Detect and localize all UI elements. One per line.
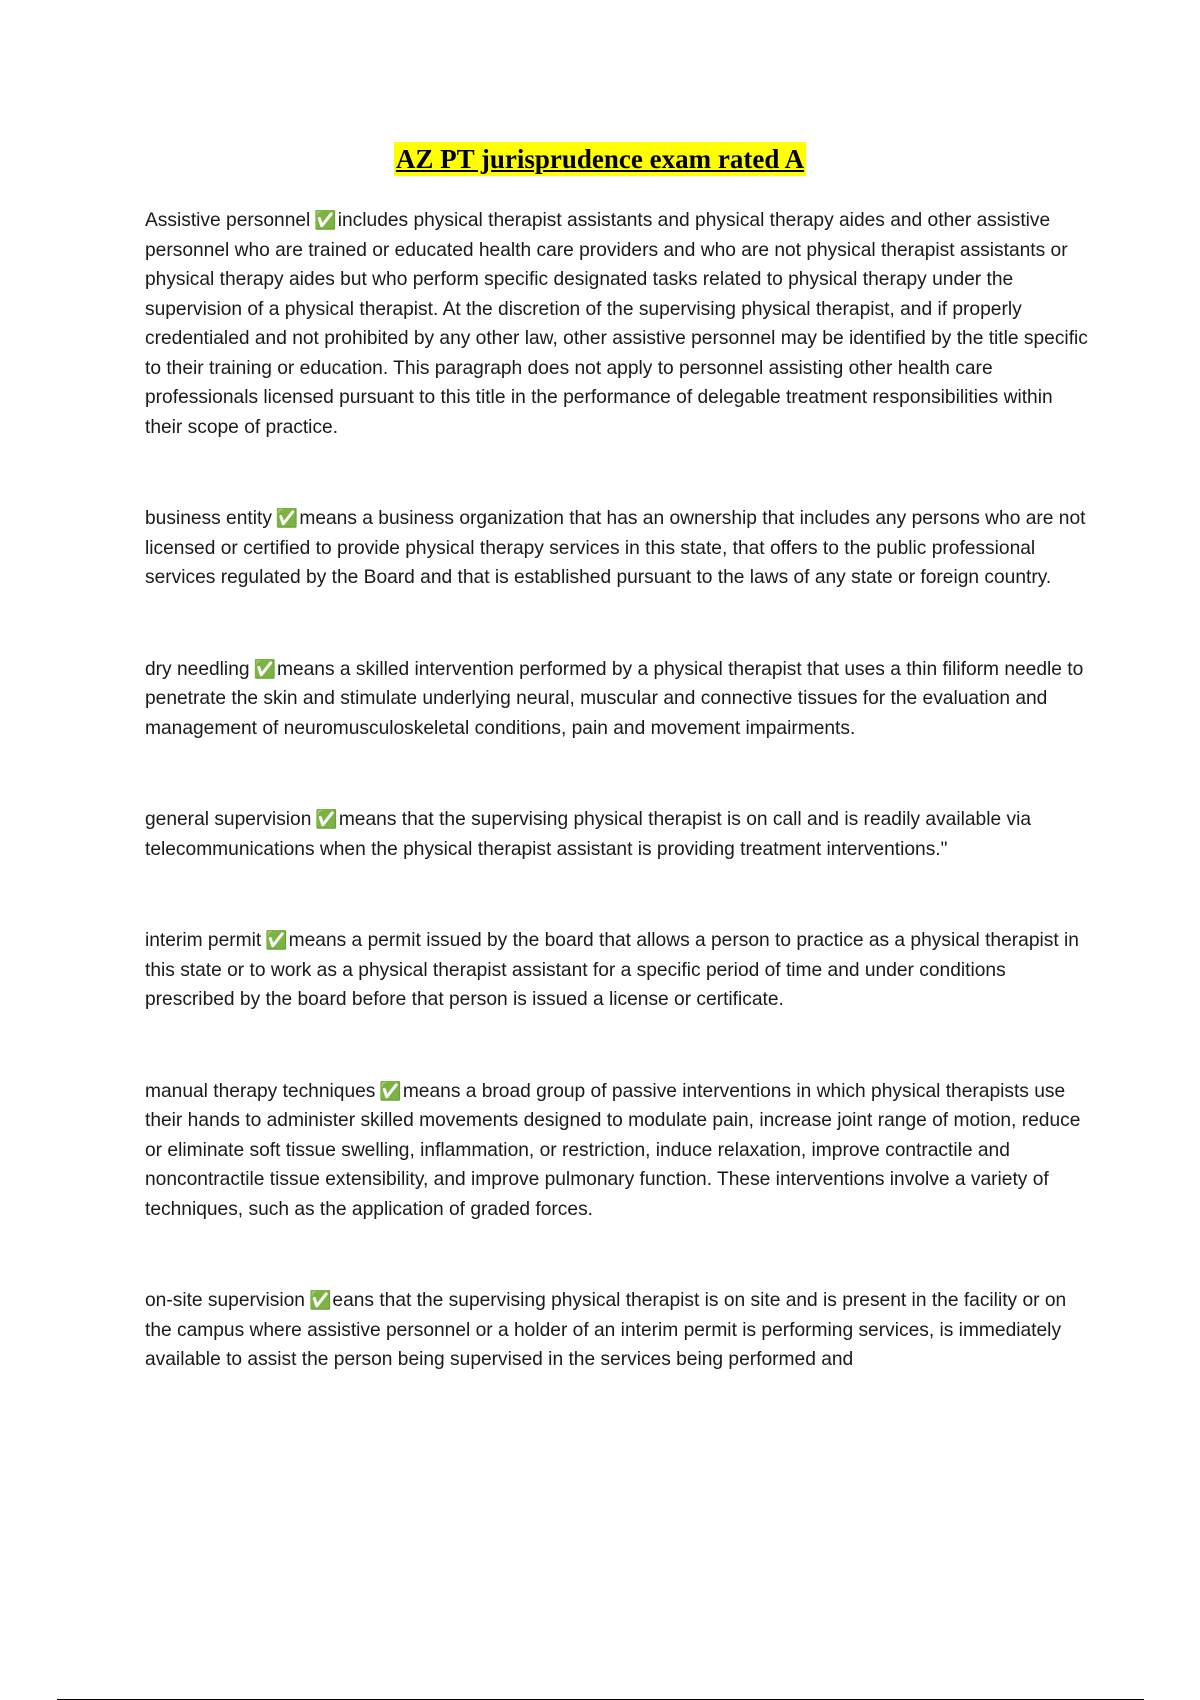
check-icon: ✅: [379, 1080, 402, 1102]
definition-term: interim permit: [145, 930, 262, 951]
definition-entry: [145, 504, 1090, 593]
definition-term: Assistive personnel: [145, 210, 311, 231]
check-icon: ✅: [253, 658, 276, 680]
definition-text: means a skilled intervention performed by a physical therapist that uses a thin filiform needle to penetrate the skin and stimulate underlying neural, muscular and connective tissues for the evaluation and management of neuromusculoskeletal conditions, pain and movement impairments.: [145, 658, 1084, 739]
definition-text: means a permit issued by the board that allows a person to practice as a physical therapist in this state or to work as a physical therapist assistant for a specific period of time and under conditions prescribed by the board before that person is issued a license or certificate.: [145, 930, 1079, 1010]
definition-term: on-site supervision: [145, 1290, 305, 1311]
document-title: AZ PT jurisprudence exam rated A: [395, 144, 805, 174]
definition-term: dry needling: [145, 658, 250, 680]
definition-text: means a business organization that has an ownership that includes any persons who are not licensed or certified to provide physical therapy services in this state, that offers to the public professional services regulated by the Board and that is established pursuant to the laws of any state or foreign country.: [145, 508, 1086, 588]
title-container: [0, 142, 1200, 176]
definition-text: means that the supervising physical therapist is on call and is readily available via telecommunications when the physical therapist assistant is providing treatment interventions.": [145, 809, 1032, 860]
check-icon: ✅: [308, 1290, 332, 1311]
definition-entry: [145, 1286, 1090, 1375]
check-icon: ✅: [275, 508, 299, 529]
definition-entry: [145, 926, 1090, 1015]
definitions-list: [145, 206, 1090, 1375]
definition-text: includes physical therapist assistants and physical therapy aides and other assistive personnel who are trained or educated health care providers and who are not physical therapist assistants or physical therapy aides but who perform specific designated tasks related to physical therapy under the supervision of a physical therapist. At the discretion of the supervising physical therapist, and if properly credentialed and not prohibited by any other law, other assistive personnel may be identified by the title specific to their training or education. This paragraph does not apply to personnel assisting other health care professionals licensed pursuant to this title in the performance of delegable treatment responsibilities within their scope of practice.: [145, 210, 1088, 438]
definition-entry: [145, 206, 1090, 442]
definition-entry: [145, 655, 1090, 744]
check-icon: ✅: [315, 809, 338, 830]
definition-entry: [145, 805, 1090, 864]
check-icon: ✅: [314, 210, 337, 231]
check-icon: ✅: [265, 930, 288, 951]
definition-text: means a broad group of passive interventions in which physical therapists use their hands to administer skilled movements designed to modulate pain, increase joint range of motion, reduce or eliminate soft tissue swelling, inflammation, or restriction, induce relaxation, improve contractile and noncontractile tissue extensibility, and improve pulmonary function. These interventions involve a variety of techniques, such as the application of graded forces.: [145, 1080, 1081, 1220]
definition-term: business entity: [145, 508, 272, 529]
definition-term: manual therapy techniques: [145, 1080, 376, 1102]
definition-term: general supervision: [145, 809, 312, 830]
definition-text: eans that the supervising physical therapist is on site and is present in the facility or on the campus where assistive personnel or a holder of an interim permit is performing services, is immediately available to assist the person being supervised in the services being performed and: [145, 1290, 1067, 1370]
definition-entry: [145, 1077, 1090, 1225]
